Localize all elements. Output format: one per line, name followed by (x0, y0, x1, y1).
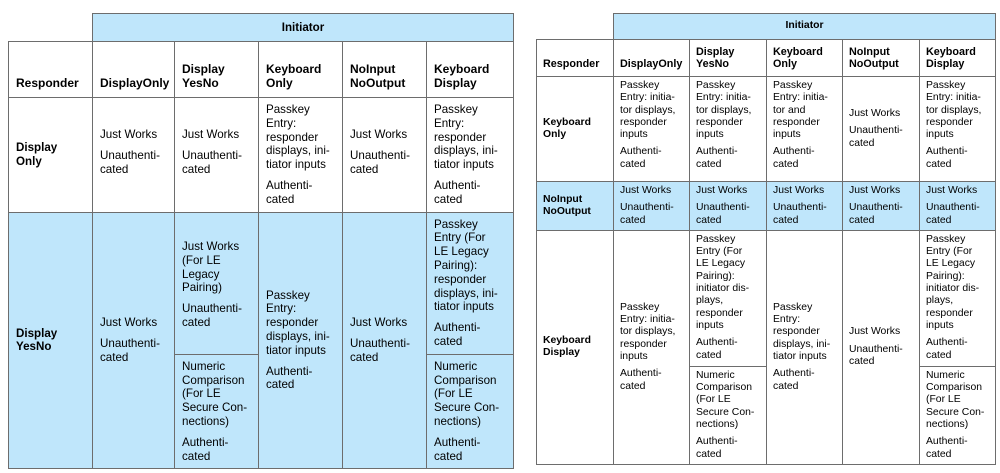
cell: Numeric Comparison (For LE Secure Con- nections) Authenti- cated (920, 366, 996, 464)
cell: Passkey Entry: initia- tor displays, responder inputs Authenti- cated (614, 77, 690, 182)
cell: Just Works Unauthenti- cated (343, 98, 427, 213)
cell: Just Works Unauthenti- cated (93, 98, 175, 213)
responder-header: Responder (9, 42, 93, 98)
col-header-display-yesno: Display YesNo (175, 42, 259, 98)
cell: Passkey Entry (For LE Legacy Pairing): initiator dis- plays, responder inputs Authenti- cated (690, 230, 767, 366)
col-header-displayonly: DisplayOnly (614, 40, 690, 77)
cell: Passkey Entry: initia- tor and responder inputs Authenti- cated (767, 77, 843, 182)
col-header-noinput-nooutput: NoInput NoOutput (843, 40, 920, 77)
cell: Passkey Entry: initia- tor displays, responder inputs Authenti- cated (614, 230, 690, 464)
cell: Just Works Unauthenti- cated (343, 212, 427, 469)
row-header-keyboard-only: Keyboard Only (537, 77, 614, 182)
cell: Just Works Unauthenti- cated (175, 98, 259, 213)
cell: Just Works Unauthenti- cated (843, 77, 920, 182)
cell: Passkey Entry: responder displays, ini- tiator inputs Authenti- cated (259, 212, 343, 469)
cell: Just Works Unauthenti- cated (614, 182, 690, 231)
col-header-display-yesno: Display YesNo (690, 40, 767, 77)
cell: Numeric Comparison (For LE Secure Con- nections) Authenti- cated (427, 354, 514, 469)
responder-header: Responder (537, 40, 614, 77)
cell: Passkey Entry: initia- tor displays, responder inputs Authenti- cated (690, 77, 767, 182)
cell: Just Works Unauthenti- cated (843, 230, 920, 464)
corner-blank (537, 14, 614, 40)
cell: Just Works Unauthenti- cated (843, 182, 920, 231)
row-header-noinput-nooutput: NoInput NoOutput (537, 182, 614, 231)
cell: Just Works Unauthenti- cated (920, 182, 996, 231)
col-header-keyboard-display: Keyboard Display (427, 42, 514, 98)
initiator-header: Initiator (93, 14, 514, 42)
initiator-header: Initiator (614, 14, 996, 40)
cell: Passkey Entry (For LE Legacy Pairing): initiator dis- plays, responder inputs Authenti- cated (920, 230, 996, 366)
cell: Just Works (For LE Legacy Pairing) Unauthenti- cated (175, 212, 259, 354)
pairing-table-right (536, 13, 996, 465)
cell: Just Works Unauthenti- cated (690, 182, 767, 231)
cell: Passkey Entry (For LE Legacy Pairing): responder displays, ini- tiator inputs Authenti- cated (427, 212, 514, 354)
cell: Passkey Entry: responder displays, ini- tiator inputs Authenti- cated (259, 98, 343, 213)
row-header-keyboard-display: Keyboard Display (537, 230, 614, 464)
cell: Passkey Entry: responder displays, ini- tiator inputs Authenti- cated (767, 230, 843, 464)
cell: Just Works Unauthenti- cated (93, 212, 175, 469)
pairing-table-left (8, 13, 514, 469)
cell: Numeric Comparison (For LE Secure Con- nections) Authenti- cated (175, 354, 259, 469)
row-header-display-yesno: Display YesNo (9, 212, 93, 469)
cell: Passkey Entry: responder displays, ini- tiator inputs Authenti- cated (427, 98, 514, 213)
row-header-display-only: Display Only (9, 98, 93, 213)
col-header-keyboard-only: Keyboard Only (767, 40, 843, 77)
corner-blank (9, 14, 93, 42)
cell: Passkey Entry: initia- tor displays, responder inputs Authenti- cated (920, 77, 996, 182)
cell: Numeric Comparison (For LE Secure Con- nections) Authenti- cated (690, 366, 767, 464)
cell: Just Works Unauthenti- cated (767, 182, 843, 231)
col-header-displayonly: DisplayOnly (93, 42, 175, 98)
col-header-keyboard-display: Keyboard Display (920, 40, 996, 77)
col-header-keyboard-only: Keyboard Only (259, 42, 343, 98)
col-header-noinput-nooutput: NoInput NoOutput (343, 42, 427, 98)
